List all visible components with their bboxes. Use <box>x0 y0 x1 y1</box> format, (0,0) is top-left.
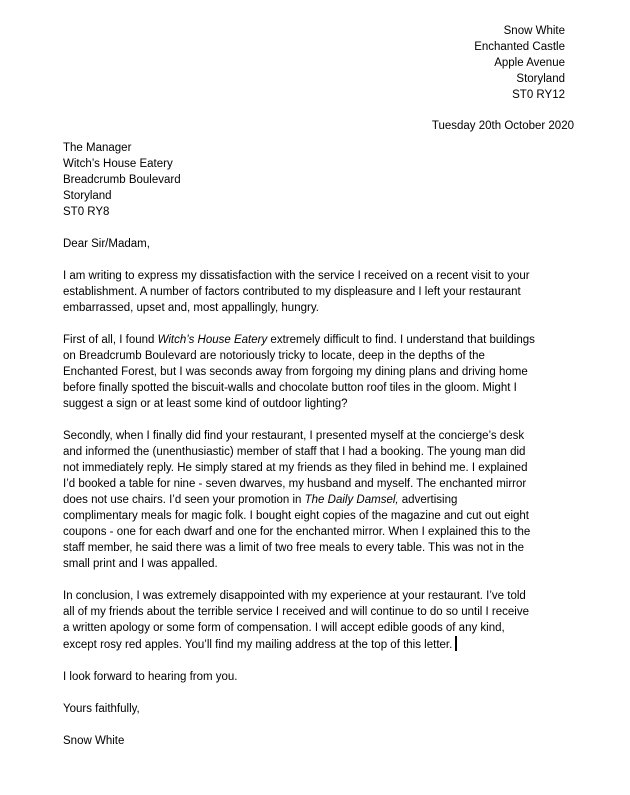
text-line <box>63 524 574 540</box>
recipient-address <box>63 140 574 220</box>
address-line: Snow White <box>503 25 565 37</box>
text-line <box>63 556 574 572</box>
signature-name: Snow White <box>63 735 125 747</box>
sender-address <box>63 23 574 103</box>
address-line: Apple Avenue <box>494 57 565 69</box>
text-line <box>63 396 574 412</box>
address-line: ST0 RY8 <box>63 206 110 218</box>
text-run: not immediately reply. He simply stared at my friends as they filed in behind me. I explained <box>63 462 528 474</box>
text-run: advertising <box>398 494 458 506</box>
text-line <box>63 284 574 300</box>
text-line <box>63 364 574 380</box>
text-run: a written apology or some form of compensation. I will accept edible goods of any kind, <box>63 622 505 634</box>
text-run: small print and I was appalled. <box>63 558 218 570</box>
text-run: except rosy red apples. You’ll find my mailing address at the top of this letter. <box>63 639 453 651</box>
sign-off: Yours faithfully, <box>63 703 140 715</box>
text-run: suggest a sign or at least some kind of outdoor lighting? <box>63 398 348 410</box>
text-run: complimentary meals for magic folk. I bought eight copies of the magazine and cut out eight <box>63 510 530 522</box>
letter-date: Tuesday 20th October 2020 <box>431 120 574 132</box>
text-line <box>63 492 574 508</box>
text-line <box>63 604 574 620</box>
text-line <box>63 540 574 556</box>
address-line: The Manager <box>63 142 132 154</box>
italic-text: Witch’s House Eatery <box>157 334 268 346</box>
text-run: does not use chairs. I’d seen your promotion in <box>63 494 305 506</box>
text-cursor <box>455 636 457 651</box>
address-line: Storyland <box>516 73 565 85</box>
text-run: extremely difficult to find. I understand that buildings <box>267 334 535 346</box>
text-line <box>63 348 574 364</box>
text-line <box>63 380 574 396</box>
text-run: all of my friends about the terrible service I received and will continue to do so until I receive <box>63 606 529 618</box>
text-run: coupons - one for each dwarf and one for the enchanted mirror. When I explained this to the <box>63 526 531 538</box>
text-run: First of all, I found <box>63 334 158 346</box>
text-line <box>63 508 574 524</box>
address-line: Breadcrumb Boulevard <box>63 174 181 186</box>
text-line <box>63 268 574 284</box>
text-run: before finally spotted the biscuit-walls and chocolate button roof tiles in the gloom. Might I <box>63 382 517 394</box>
text-run: I’d booked a table for nine - seven dwarves, my husband and myself. The enchanted mirror <box>63 478 527 490</box>
address-line: Witch’s House Eatery <box>63 158 173 170</box>
text-line <box>63 588 574 604</box>
salutation: Dear Sir/Madam, <box>63 238 150 250</box>
text-run: Enchanted Forest, but I was seconds away from forgoing my dining plans and driving home <box>63 366 528 378</box>
address-line: Storyland <box>63 190 112 202</box>
text-line <box>63 444 574 460</box>
text-run: embarrassed, upset and, most appallingly, hungry. <box>63 302 319 314</box>
paragraph <box>63 268 574 316</box>
text-line <box>63 300 574 316</box>
paragraph <box>63 428 574 572</box>
italic-text: The Daily Damsel, <box>304 494 399 506</box>
text-line <box>63 476 574 492</box>
address-line: ST0 RY12 <box>512 89 565 101</box>
letter-body <box>63 268 574 653</box>
text-run: on Breadcrumb Boulevard are notoriously tricky to locate, deep in the depths of the <box>63 350 485 362</box>
paragraph <box>63 332 574 412</box>
closing-line: I look forward to hearing from you. <box>63 671 238 683</box>
address-line: Enchanted Castle <box>474 41 565 53</box>
text-run: and informed the (unenthusiastic) member of staff that I had a booking. The young man did <box>63 446 526 458</box>
text-run: establishment. A number of factors contributed to my displeasure and I left your restaurant <box>63 286 521 298</box>
text-line <box>63 332 574 348</box>
text-run: I am writing to express my dissatisfaction with the service I received on a recent visit to your <box>63 270 530 282</box>
text-run: In conclusion, I was extremely disappointed with my experience at your restaurant. I’ve told <box>63 590 526 602</box>
paragraph <box>63 588 574 653</box>
text-line <box>63 636 574 653</box>
text-run: staff member, he said there was a limit of two free meals to every table. This was not in the <box>63 542 525 554</box>
text-line <box>63 460 574 476</box>
text-run: Secondly, when I finally did find your restaurant, I presented myself at the concierge’s desk <box>63 430 525 442</box>
text-line <box>63 428 574 444</box>
text-line <box>63 620 574 636</box>
